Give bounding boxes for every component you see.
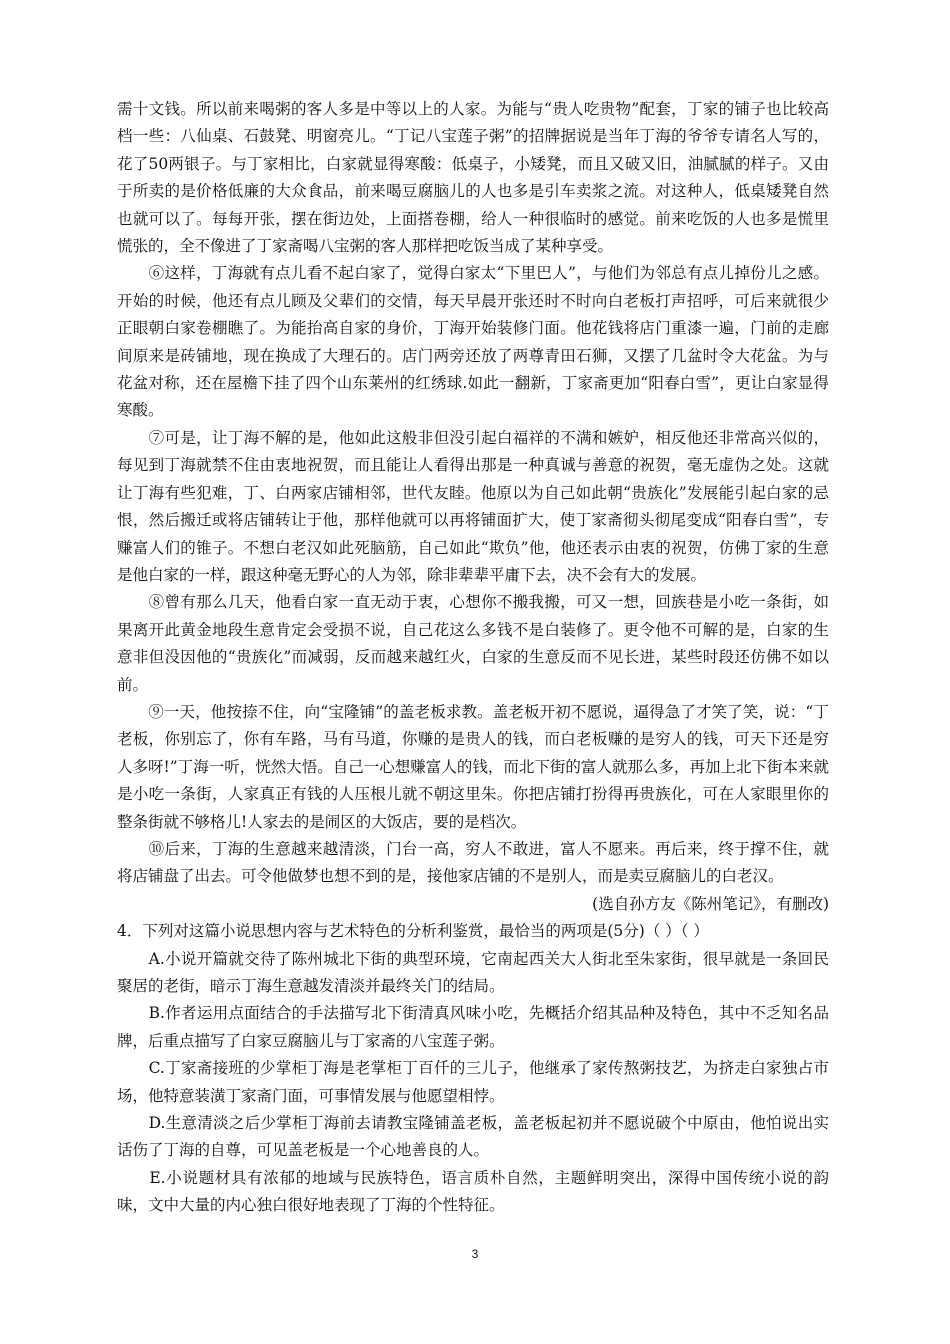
question-option-c: C.丁家斋接班的少掌柜丁海是老掌柜丁百仟的三儿子，他继承了家传熬粥技艺，为挤走白家独占市场，他特意装潢丁家斋门面，可事情发展与他愿望相悖。 <box>117 1059 829 1105</box>
story-paragraph-6: ⑥这样，丁海就有点儿看不起白家了，觉得白家太“下里巴人”，与他们为邻总有点儿掉份儿之感。开始的时候，他还有点儿顾及父辈们的交情，每天早晨开张还时不时向白老板打声招呼，可后来就很少正眼朝白家卷棚瞧了。为能抬高自家的身价，丁海开始装修门面。他花钱将店门重漆一遍，门前的走廊间原来是砖铺地，现在换成了大理石的。店门两旁还放了两尊青田石狮，又摆了几盆时令大花盆。为与花盆对称，还在屋檐下挂了四个山东莱州的红绣球.如此一翻新，丁家斋更加“阳春白雪”，更让白家显得寒酸。 <box>117 264 829 420</box>
story-paragraph-9: ⑨一天，他按捺不住，向“宝隆铺”的盖老板求教。盖老板开初不愿说，逼得急了才笑了笑，说：“丁老板，你别忘了，你有车路，马有马道，你赚的是贵人的钱，而白老板赚的是穷人的钱，可天下还是穷人多呀!”丁海一听，恍然大悟。自己一心想赚富人的钱，而北下街的富人就那么多，再加上北下街本来就是小吃一条街，人家真正有钱的人压根儿就不朝这里朱。你把店铺打扮得再贵族化，可在人家眼里你的整条街就不够格儿!人家去的是闹区的大饭店，要的是档次。 <box>117 702 830 831</box>
story-paragraph-7: ⑦可是，让丁海不解的是，他如此这般非但没引起白福祥的不满和嫉妒，相反他还非常高兴似的，每见到丁海就禁不住由衷地祝贺，而且能让人看得出那是一种真诚与善意的祝贺，毫无虚伪之处。这就让丁海有些犯难，丁、白两家店铺相邻，世代友睦。他原以为自己如此朝“贵族化”发展能引起白家的忌恨，然后搬迁或将店铺转让于他，那样他就可以再将铺面扩大，使丁家斋彻头彻尾变成“阳春白雪”，专赚富人们的锥子。不想白老汉如此死脑筋，自己如此“欺负”他，他还表示由衷的祝贺，仿佛丁家的生意是他白家的一样，跟这种毫无野心的人为邻，除非辈辈平庸下去，决不会有大的发展。 <box>117 428 829 584</box>
page-number: 3 <box>471 1247 479 1261</box>
story-paragraph-10: ⑩后来，丁海的生意越来越清淡，门台一高，穷人不敢进，富人不愿来。再后来，终于撑不住，就将店铺盘了出去。可令他做梦也想不到的是，接他家店铺的不是别人，而是卖豆腐脑儿的白老汉。 <box>117 839 829 886</box>
question-option-e: E.小说题材具有浓郁的地域与民族特色，语言质朴自然，主题鲜明突出，深得中国传统小说的韵味，文中大量的内心独白很好地表现了丁海的个性特征。 <box>117 1168 829 1215</box>
story-paragraph-5-continued: 需十文钱。所以前来喝粥的客人多是中等以上的人家。为能与“贵人吃贵物”配套，丁家的铺子也比较高档一些：八仙桌、石鼓凳、明窗亮儿。“丁记八宝莲子粥”的招牌据说是当年丁海的爷爷专请名人写的，花了50两银子。与丁家相比，白家就显得寒酸：低桌子，小矮凳，而且又破又旧，油腻腻的样子。又由于所卖的是价格低廉的大众食品，前来喝豆腐脑儿的人也多是引车卖浆之流。对这种人，低桌矮凳自然也就可以了。每每开张，摆在街边处，上面搭卷棚，给人一种很临时的感觉。前来吃饭的人也多是慌里慌张的，全不像进了丁家斋喝八宝粥的客人那样把吃饭当成了某种享受。 <box>117 100 829 256</box>
source-citation: (选自孙方友《陈州笔记》，有删改) <box>592 894 829 913</box>
question-option-d: D.生意清淡之后少掌柜丁海前去请教宝隆铺盖老板，盖老板起初并不愿说破个中原由，他怕说出实话伤了丁海的自尊，可见盖老板是一个心地善良的人。 <box>117 1114 829 1160</box>
question-4-stem: 4．下列对这篇小说思想内容与艺术特色的分析利鉴赏，最恰当的两项是(5分)（ ）（ ） <box>117 922 709 941</box>
question-option-a: A.小说开篇就交待了陈州城北下街的典型环境，它南起西关大人街北至朱家街，很早就是一条回民聚居的老街，暗示丁海生意越发清淡并最终关门的结局。 <box>117 949 829 995</box>
question-option-b: B.作者运用点面结合的手法描写北下街清真风味小吃，先概括介绍其品种及特色，其中不乏知名品牌，后重点描写了白家豆腐脑儿与丁家斋的八宝莲子粥。 <box>117 1004 829 1050</box>
story-paragraph-8: ⑧曾有那么几天，他看白家一直无动于衷，心想你不搬我搬，可又一想，回族巷是小吃一条街，如果离开此黄金地段生意肯定会受损不说，自己花这么多钱不是白装修了。更令他不可解的是，白家的生意非但没因他的“贵族化”而减弱，反而越来越红火，白家的生意反而不见长进，某些时段还仿佛不如以前。 <box>117 593 829 694</box>
document-body <box>117 96 829 1220</box>
